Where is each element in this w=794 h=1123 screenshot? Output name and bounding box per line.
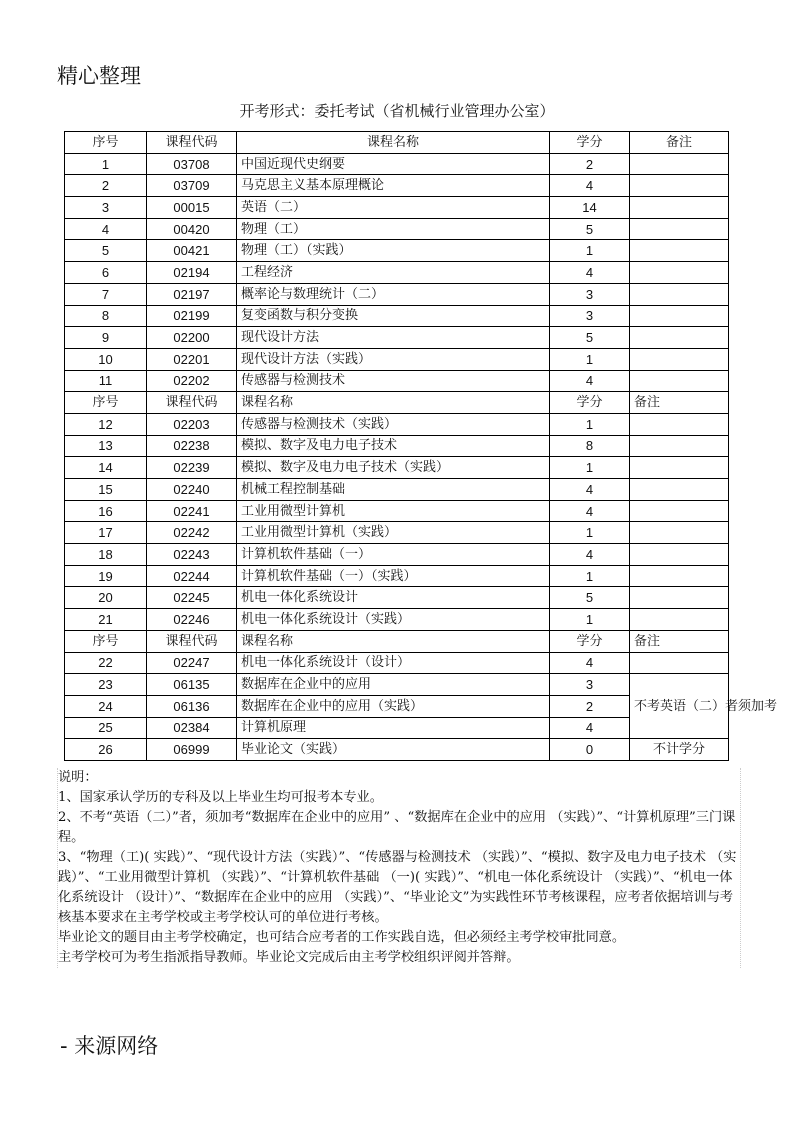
cell-code: 06135 bbox=[147, 674, 237, 696]
cell-code: 02202 bbox=[147, 370, 237, 392]
cell-code: 02199 bbox=[147, 305, 237, 327]
cell-code: 02247 bbox=[147, 652, 237, 674]
cell-note bbox=[630, 305, 729, 327]
cell-note: 不计学分 bbox=[630, 739, 729, 761]
cell-code: 02384 bbox=[147, 717, 237, 739]
cell-credit: 1 bbox=[550, 457, 630, 479]
cell-name: 英语（二） bbox=[237, 197, 550, 219]
cell-note bbox=[630, 652, 729, 674]
cell-code: 02194 bbox=[147, 262, 237, 284]
table-row bbox=[65, 370, 729, 392]
cell-name: 机械工程控制基础 bbox=[237, 479, 550, 501]
notes-heading: 说明： bbox=[58, 770, 98, 785]
cell-seq: 8 bbox=[65, 305, 147, 327]
cell-credit: 14 bbox=[550, 197, 630, 219]
header-seq: 序号 bbox=[65, 132, 147, 154]
header-name: 课程名称 bbox=[237, 132, 550, 154]
cell-credit: 3 bbox=[550, 674, 630, 696]
cell-name: 机电一体化系统设计 bbox=[237, 587, 550, 609]
cell-seq: 2 bbox=[65, 175, 147, 197]
cell-code: 02241 bbox=[147, 500, 237, 522]
cell-credit: 2 bbox=[550, 153, 630, 175]
cell-note bbox=[630, 218, 729, 240]
cell-credit: 4 bbox=[550, 544, 630, 566]
header-note: 备注 bbox=[630, 132, 729, 154]
cell-note bbox=[630, 327, 729, 349]
cell-credit: 4 bbox=[550, 370, 630, 392]
cell-name: 复变函数与积分变换 bbox=[237, 305, 550, 327]
cell-seq: 12 bbox=[65, 413, 147, 435]
cell-seq: 14 bbox=[65, 457, 147, 479]
course-table bbox=[64, 131, 778, 761]
cell-credit: 1 bbox=[550, 348, 630, 370]
table-row bbox=[65, 457, 729, 479]
cell-name: 模拟、数字及电力电子技术（实践） bbox=[237, 457, 550, 479]
cell-name: 计算机软件基础（一） bbox=[237, 544, 550, 566]
table-header-row bbox=[65, 630, 729, 652]
table-row bbox=[65, 283, 729, 305]
cell-code: 02197 bbox=[147, 283, 237, 305]
cell-credit: 0 bbox=[550, 739, 630, 761]
cell-seq: 9 bbox=[65, 327, 147, 349]
cell-name: 物理（工）（实践） bbox=[237, 240, 550, 262]
cell-note bbox=[630, 262, 729, 284]
cell-note bbox=[630, 522, 729, 544]
cell-note bbox=[630, 370, 729, 392]
cell-seq: 25 bbox=[65, 717, 147, 739]
cell-note bbox=[630, 587, 729, 609]
header-credit: 学分 bbox=[550, 392, 630, 414]
cell-credit: 1 bbox=[550, 565, 630, 587]
cell-code: 02244 bbox=[147, 565, 237, 587]
cell-credit: 1 bbox=[550, 522, 630, 544]
cell-credit: 2 bbox=[550, 695, 630, 717]
cell-seq: 22 bbox=[65, 652, 147, 674]
cell-code: 02238 bbox=[147, 435, 237, 457]
cell-code: 03709 bbox=[147, 175, 237, 197]
cell-code: 00420 bbox=[147, 218, 237, 240]
notes-section bbox=[57, 768, 741, 968]
cell-credit: 4 bbox=[550, 479, 630, 501]
cell-credit: 3 bbox=[550, 283, 630, 305]
table-row bbox=[65, 609, 729, 631]
cell-seq: 24 bbox=[65, 695, 147, 717]
cell-note bbox=[630, 565, 729, 587]
cell-seq: 7 bbox=[65, 283, 147, 305]
cell-credit: 4 bbox=[550, 500, 630, 522]
note-item-2: 2、不考“英语（二）”者，须加考“数据库在企业中的应用” 、“数据库在企业中的应用 （实践）”、“计算机原理”三门课程。 bbox=[58, 810, 736, 845]
cell-credit: 4 bbox=[550, 717, 630, 739]
cell-note bbox=[630, 283, 729, 305]
cell-code: 02245 bbox=[147, 587, 237, 609]
cell-seq: 20 bbox=[65, 587, 147, 609]
cell-name: 计算机软件基础（一）（实践） bbox=[237, 565, 550, 587]
cell-credit: 4 bbox=[550, 175, 630, 197]
table-row bbox=[65, 240, 729, 262]
cell-credit: 1 bbox=[550, 413, 630, 435]
cell-credit: 1 bbox=[550, 240, 630, 262]
table-row bbox=[65, 327, 729, 349]
cell-note bbox=[630, 457, 729, 479]
cell-seq: 16 bbox=[65, 500, 147, 522]
table-row bbox=[65, 218, 729, 240]
cell-credit: 1 bbox=[550, 609, 630, 631]
cell-code: 02243 bbox=[147, 544, 237, 566]
cell-name: 传感器与检测技术 bbox=[237, 370, 550, 392]
cell-seq: 21 bbox=[65, 609, 147, 631]
cell-code: 06999 bbox=[147, 739, 237, 761]
cell-name: 机电一体化系统设计（设计） bbox=[237, 652, 550, 674]
table-row bbox=[65, 565, 729, 587]
cell-code: 02246 bbox=[147, 609, 237, 631]
cell-seq: 5 bbox=[65, 240, 147, 262]
header-note: 备注 bbox=[630, 392, 729, 414]
table-row bbox=[65, 587, 729, 609]
cell-name: 工业用微型计算机（实践） bbox=[237, 522, 550, 544]
header-name: 课程名称 bbox=[237, 630, 550, 652]
table-row bbox=[65, 739, 729, 761]
cell-code: 02242 bbox=[147, 522, 237, 544]
note-item-3: 3、“物理（工)( 实践）”、“现代设计方法（实践）”、“传感器与检测技术 （实践）”、“模拟、数字及电力电子技术 （实践）”、“工业用微型计算机 （实践）”、“计算机软件基础 （一)( 实践）”、“机电一体化系统设计 （实践）”、“机电一体化系统设计 （设计）”、“数据库在企业中的应用 （实践）”、“毕业论文”为实践性环节考核课程，应考者依据培训与考核基本要求在主考学校或主考学校认可的单位进行考核。 bbox=[58, 850, 737, 925]
cell-seq: 15 bbox=[65, 479, 147, 501]
table-row bbox=[65, 479, 729, 501]
table-header-row bbox=[65, 392, 729, 414]
cell-note bbox=[630, 348, 729, 370]
cell-credit: 5 bbox=[550, 218, 630, 240]
cell-credit: 5 bbox=[550, 587, 630, 609]
table-row bbox=[65, 305, 729, 327]
note-item-1: 1、国家承认学历的专科及以上毕业生均可报考本专业。 bbox=[58, 790, 383, 805]
table-row bbox=[65, 197, 729, 219]
cell-seq: 10 bbox=[65, 348, 147, 370]
table-row bbox=[65, 435, 729, 457]
cell-note bbox=[630, 413, 729, 435]
table-row bbox=[65, 717, 729, 739]
header-name: 课程名称 bbox=[237, 392, 550, 414]
cell-name: 现代设计方法（实践） bbox=[237, 348, 550, 370]
cell-code: 03708 bbox=[147, 153, 237, 175]
cell-name: 物理（工） bbox=[237, 218, 550, 240]
cell-name: 概率论与数理统计（二） bbox=[237, 283, 550, 305]
header-code: 课程代码 bbox=[147, 132, 237, 154]
cell-credit: 5 bbox=[550, 327, 630, 349]
cell-seq: 6 bbox=[65, 262, 147, 284]
cell-name: 计算机原理 bbox=[237, 717, 550, 739]
cell-seq: 13 bbox=[65, 435, 147, 457]
cell-seq: 17 bbox=[65, 522, 147, 544]
table-row bbox=[65, 522, 729, 544]
cell-name: 工程经济 bbox=[237, 262, 550, 284]
cell-note bbox=[630, 175, 729, 197]
table-row bbox=[65, 544, 729, 566]
cell-note bbox=[630, 240, 729, 262]
cell-code: 06136 bbox=[147, 695, 237, 717]
header-seq: 序号 bbox=[65, 630, 147, 652]
cell-seq: 3 bbox=[65, 197, 147, 219]
merged-note-cell: 不考英语（二）者须加考 bbox=[630, 674, 729, 739]
cell-note bbox=[630, 479, 729, 501]
cell-code: 02239 bbox=[147, 457, 237, 479]
cell-code: 00421 bbox=[147, 240, 237, 262]
cell-seq: 18 bbox=[65, 544, 147, 566]
cell-note bbox=[630, 544, 729, 566]
page-header-title: 精心整理 bbox=[57, 64, 141, 88]
header-note: 备注 bbox=[630, 630, 729, 652]
note-item-5: 主考学校可为考生指派指导教师。毕业论文完成后由主考学校组织评阅并答辩。 bbox=[58, 950, 520, 965]
table-row bbox=[65, 674, 729, 696]
table-row bbox=[65, 652, 729, 674]
header-seq: 序号 bbox=[65, 392, 147, 414]
cell-note bbox=[630, 435, 729, 457]
cell-seq: 19 bbox=[65, 565, 147, 587]
cell-seq: 1 bbox=[65, 153, 147, 175]
cell-name: 工业用微型计算机 bbox=[237, 500, 550, 522]
exam-form-subtitle: 开考形式：委托考试（省机械行业管理办公室） bbox=[239, 102, 555, 120]
source-footer: - 来源网络 bbox=[60, 1034, 159, 1058]
cell-code: 02203 bbox=[147, 413, 237, 435]
cell-name: 数据库在企业中的应用 bbox=[237, 674, 550, 696]
cell-name: 模拟、数字及电力电子技术 bbox=[237, 435, 550, 457]
table-header-row bbox=[65, 132, 729, 154]
table-row bbox=[65, 153, 729, 175]
note-item-4: 毕业论文的题目由主考学校确定，也可结合应考者的工作实践自选，但必须经主考学校审批同意。 bbox=[58, 930, 626, 945]
cell-credit: 8 bbox=[550, 435, 630, 457]
table-row bbox=[65, 348, 729, 370]
cell-note bbox=[630, 153, 729, 175]
header-code: 课程代码 bbox=[147, 630, 237, 652]
cell-code: 02200 bbox=[147, 327, 237, 349]
cell-note bbox=[630, 500, 729, 522]
cell-name: 马克思主义基本原理概论 bbox=[237, 175, 550, 197]
cell-credit: 4 bbox=[550, 262, 630, 284]
table-row bbox=[65, 500, 729, 522]
table-row bbox=[65, 175, 729, 197]
cell-name: 中国近现代史纲要 bbox=[237, 153, 550, 175]
cell-code: 02201 bbox=[147, 348, 237, 370]
table-row bbox=[65, 695, 729, 717]
cell-seq: 4 bbox=[65, 218, 147, 240]
header-credit: 学分 bbox=[550, 132, 630, 154]
header-credit: 学分 bbox=[550, 630, 630, 652]
cell-seq: 26 bbox=[65, 739, 147, 761]
cell-name: 毕业论文（实践） bbox=[237, 739, 550, 761]
cell-name: 现代设计方法 bbox=[237, 327, 550, 349]
cell-name: 传感器与检测技术（实践） bbox=[237, 413, 550, 435]
cell-name: 数据库在企业中的应用（实践） bbox=[237, 695, 550, 717]
cell-seq: 11 bbox=[65, 370, 147, 392]
cell-seq: 23 bbox=[65, 674, 147, 696]
cell-note bbox=[630, 609, 729, 631]
table-row bbox=[65, 413, 729, 435]
cell-credit: 4 bbox=[550, 652, 630, 674]
cell-name: 机电一体化系统设计（实践） bbox=[237, 609, 550, 631]
table-row bbox=[65, 262, 729, 284]
cell-code: 00015 bbox=[147, 197, 237, 219]
header-code: 课程代码 bbox=[147, 392, 237, 414]
cell-code: 02240 bbox=[147, 479, 237, 501]
course-table-body bbox=[65, 132, 778, 761]
cell-credit: 3 bbox=[550, 305, 630, 327]
cell-note bbox=[630, 197, 729, 219]
